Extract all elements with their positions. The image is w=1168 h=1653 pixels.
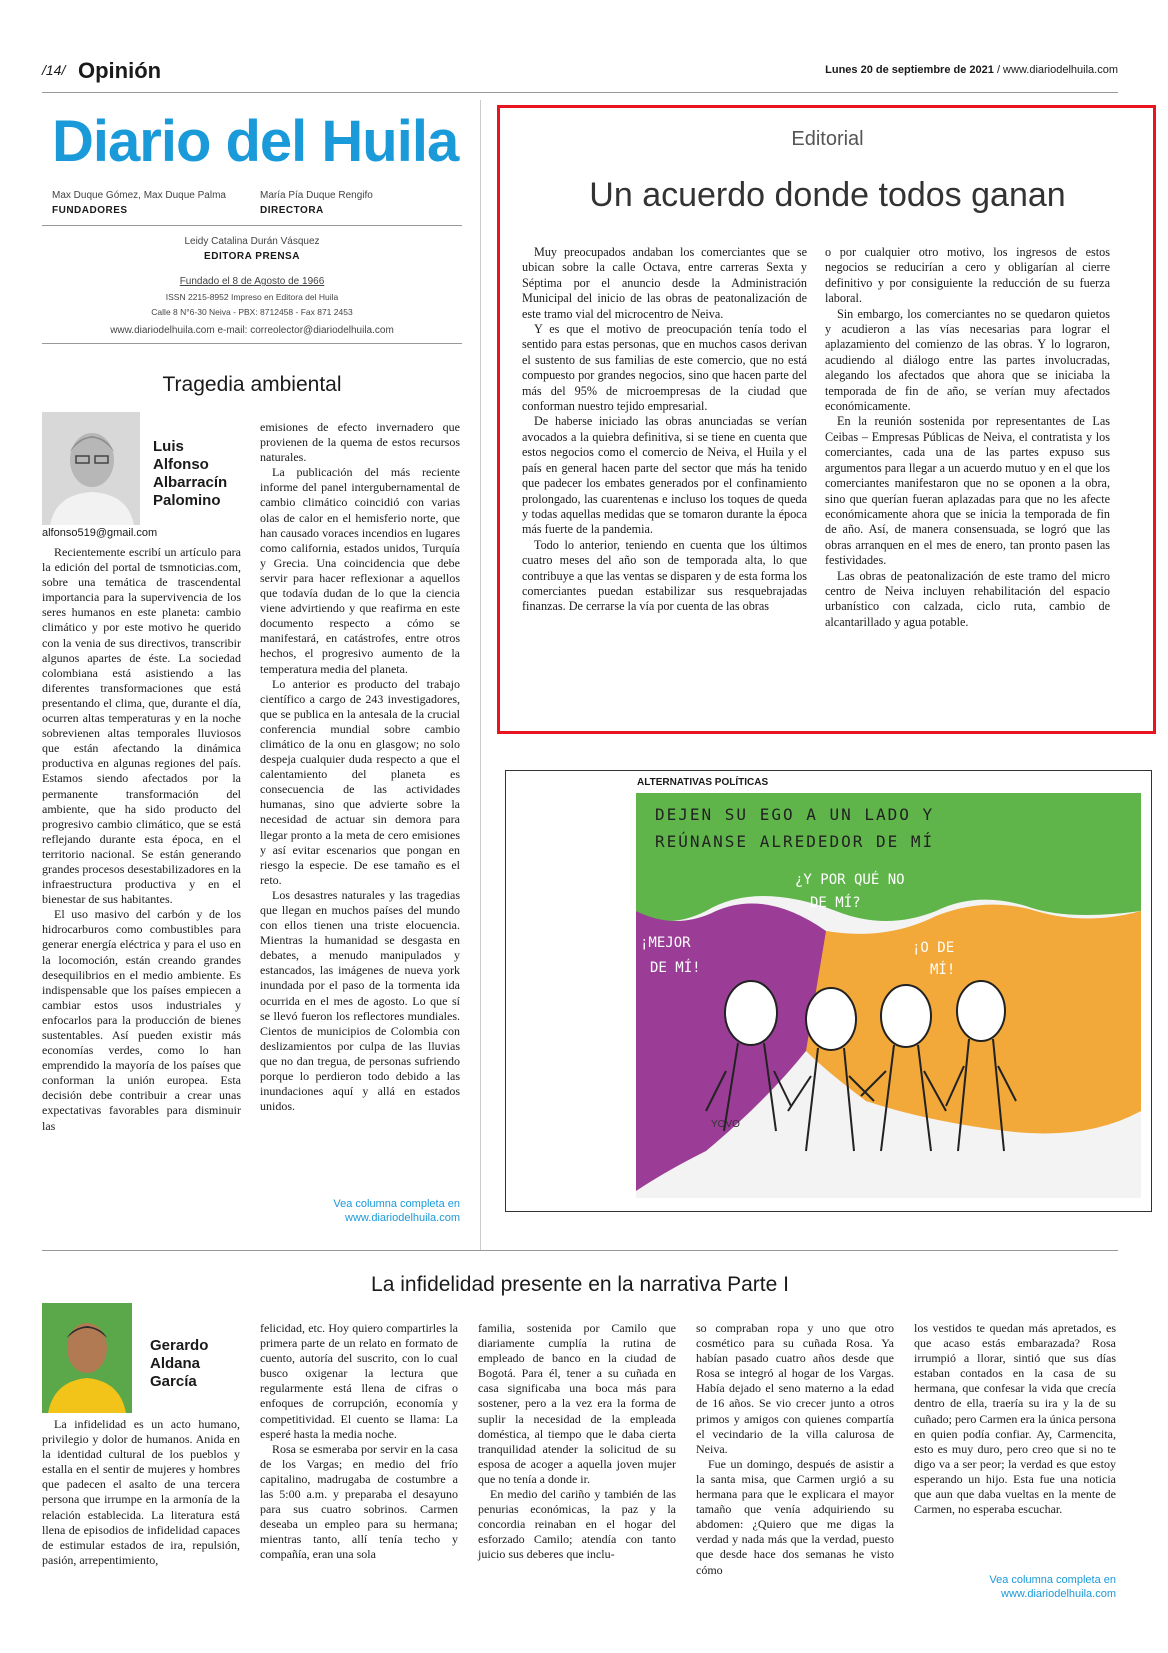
cartoon-bubble-6: DE MÍ!	[650, 960, 701, 976]
cartoon-label: ALTERNATIVAS POLÍTICAS	[637, 777, 769, 788]
column1-link[interactable]: Vea columna completa en www.diariodelhuila.com	[333, 1198, 460, 1224]
cartoon-bubble-4: DE MÍ?	[810, 895, 861, 911]
masthead-rule	[42, 225, 462, 226]
author-portrait-icon	[42, 412, 140, 525]
page-date	[825, 64, 1118, 76]
editorial-title: Un acuerdo donde todos ganan	[589, 176, 1066, 214]
cartoon-bubble-5: ¡MEJOR	[640, 935, 691, 951]
column1-paragraph: emisiones de efecto invernadero que provienen de la quema de estos recursos naturales.	[260, 420, 460, 465]
editorial-paragraph: Y es que el motivo de preocupación tenía todo el sentido para estas personas, que en muchos casos derivan el sustento de sus familias de este comercio, que no está compuesto por grandes negocios, sino que hacen parte del más del 95% de microempresas de la ciudad que conforman nuestro tejido empresarial.	[522, 322, 807, 414]
cartoon-bubble-8: MÍ!	[930, 962, 956, 978]
column2-text-d	[696, 1321, 894, 1578]
contact[interactable]: www.diariodelhuila.com e-mail: correolector@diariodelhuila.com	[110, 325, 394, 336]
editor-name: Leidy Catalina Durán Vásquez	[184, 236, 320, 247]
editor-label: EDITORA PRENSA	[204, 251, 300, 262]
editorial-paragraph: De haberse iniciado las obras anunciadas se verían avocados a la quiebra definitiva, si se tiene en cuenta que estos negocios como el comercio de Neiva, el Huila y el país en general hacen parte del sector que más ha tenido que padecer los embates generados por el confinamiento prolongado, las cuarentenas e incluso los toques de queda y todas aquellas medidas que se tomaron durante la época más fuerte de la pandemia.	[522, 414, 807, 537]
column2-paragraph: La infidelidad es un acto humano, privilegio y dolor de humanos. Anida en la identidad cultural de los pueblos y estalla en el sentir de mujeres y hombres que padecen el asalto de una tercera persona que irrumpe en la armonía de la relación establecida. La literatura está llena de episodios de infidelidad capaces de estimular estados de ira, repulsión, pasión, arrepentimiento,	[42, 1417, 240, 1567]
column2-author: Gerardo Aldana García	[150, 1337, 209, 1390]
editorial-paragraph: Muy preocupados andaban los comerciantes que se ubican sobre la calle Octava, entre carreras Sexta y Séptima por el anuncio desde la Administración Municipal del inicio de las obras de peatonalización de este tramo vial del microcentro de Neiva.	[522, 245, 807, 321]
founders-label: FUNDADORES	[52, 205, 128, 216]
director-label: DIRECTORA	[260, 205, 324, 216]
editorial-paragraph: o por cualquier otro motivo, los ingresos de estos negocios se reducirían a cero y obligarían al cierre definitivo y por consiguiente la reducción de su fuerza laboral.	[825, 245, 1110, 306]
column2-paragraph: so compraban ropa y uno que otro cosmético para su cuñada Rosa. Ya habían pasado cuatro años desde que Rosa se integró al hogar de los Vargas. Había dejado el seno materno a la edad de 16 años. Se vio crecer junto a otros primos y amigos con quienes compartía el vecindario de la villa calurosa de Neiva.	[696, 1321, 894, 1456]
column2-paragraph: Fue un domingo, después de asistir a la santa misa, que Carmen urgió a su hermana para que le explicara el mayor tamaño que venía adquiriendo su abdomen: ¿Quiero que me digas la verdad y nada más que la verdad, puesto que desde hace dos semanas he visto cómo	[696, 1456, 894, 1577]
column2-paragraph: En medio del cariño y también de las penurias económicas, la paz y la concordia reinaban en el hogar del esforzado Camilo; atendía con tanto juicio sus deberes que inclu-	[478, 1487, 676, 1562]
column2-link[interactable]: Vea columna completa en www.diariodelhuila.com	[989, 1574, 1116, 1600]
cartoon-bubble-7: ¡O DE	[912, 940, 955, 956]
cartoon-bubble-2: REÚNANSE ALREDEDOR DE MÍ	[655, 832, 935, 851]
editorial-label: Editorial	[791, 128, 864, 150]
column2-paragraph: familia, sostenida por Camilo que diariamente cumplía la rutina de empleado de banco en la ciudad de Bogotá. Para él, tener a su cuñada en casa significaba una boca más para sostener, pero a la vez era la forma de suplir la necesidad de la empleada doméstica, al tiempo que le daba cierta tranquilidad atender la solicitud de su esposa de acoger a aquella joven mujer que no tenía a donde ir.	[478, 1321, 676, 1486]
date-text: Lunes 20 de septiembre de 2021	[825, 64, 994, 76]
column2-text-c	[478, 1321, 676, 1563]
column2-title: La infidelidad presente en la narrativa Parte I	[371, 1273, 789, 1296]
editorial-text-b	[825, 245, 1110, 630]
director-name: María Pía Duque Rengifo	[260, 190, 373, 201]
cartoon-bubble-3: ¿Y POR QUÉ NO	[795, 872, 905, 888]
column2-paragraph: felicidad, etc. Hoy quiero compartirles la primera parte de un relato en formato de cuento, autoría del suscrito, con lo cual busco oxigenar la lectura que regularmente está llena de cifras o enfoques de corrupción, economía y competitividad. El cuento se llama: La esperé hasta la media noche.	[260, 1321, 458, 1441]
founders-names: Max Duque Gómez, Max Duque Palma	[52, 190, 226, 201]
column1-paragraph: Recientemente escribí un artículo para la edición del portal de tsmnoticias.com, sobre una temática de trascendental importancia para la supervivencia de los seres humanos en este planeta: cambio climático y por este motivo he querido con la venia de sus directivos, transcribir algunos apartes de éste. La sociedad colombiana está asistiendo a las diferentes transformaciones que está presentando el clima, que, durante el día, ocurren altas temperaturas y en la noche sobrevienen altas temporales lluviosos que están afectando la dinámica productiva en algunas regiones del país. Estamos siendo afectados por la permanente transformación del ambiente, que ha sido producto del progresivo cambio climático, que se está reflejando durante esta época, en el territorio nacional. Se están generando grandes procesos desestabilizadores en la infraestructura productiva y en el bienestar de sus habitantes.	[42, 545, 241, 907]
column1-author: Luis Alfonso Albarracín Palomino	[153, 438, 228, 509]
editorial-paragraph: Todo lo anterior, teniendo en cuenta que los últimos cuatro meses del año son de temporada alta, lo que contribuye a que las ventas se disparen y de esta forma los comerciantes puedan estabilizar sus resquebrajadas finanzas. De cerrarse la vía por cuenta de las obras	[522, 537, 807, 614]
header-rule	[42, 92, 1118, 93]
issn: ISSN 2215-8952 Impreso en Editora del Huila	[165, 292, 339, 302]
column-divider	[480, 100, 481, 1250]
editorial-paragraph: Las obras de peatonalización de este tramo del micro centro de Neiva incluyen rehabilitación del espacio urbanístico con calzada, ciclo ruta, cambio de alcantarillado y agua potable.	[825, 568, 1110, 629]
author-photo	[42, 412, 140, 525]
editorial-paragraph: En la reunión sostenida por representantes de Las Ceibas – Empresas Públicas de Neiva, el contratista y los comerciantes, cada una de las partes expuso sus argumentos para llegar a un acuerdo mutuo y en el que los comerciantes manifestaron que no se oponen a la obra, sino que querían fueran aplazadas para que no les afecte económicamente ahora que se inicia la temporada de fin de año. Así, de manera consensuada, se logró que las obras arranquen en el mes de enero, tan pronto pasen las festividades.	[825, 414, 1110, 568]
column2-paragraph: los vestidos te quedan más apretados, es que acaso estás embarazada? Rosa irrumpió a llorar, sintió que sus días estaban contados en la casa de su hermana, que confesar la vida que crecía dentro de ella, traería su ira y la de su cuñado; pero Carmen era la única persona en quien podía confiar. Ay, Carmencita, esto es muy duro, pero creo que si no te digo va a ser peor; la verdad es que estoy esperando un hijo. Esta fue una noticia que aun que daba vueltas en la mente de Carmen, no esperaba escuchar.	[914, 1321, 1116, 1517]
page-number: /14/	[42, 62, 66, 78]
editorial-paragraph: Sin embargo, los comerciantes no se quedaron quietos y acudieron a las vías necesarias para lograr el aplazamiento del comienzo de las obras. Y lo lograron, acudiendo al diálogo entre las partes involucradas, alegando los afectados que ahora que se iniciaba la temporada de fin de año, se verían muy afectados económicamente.	[825, 306, 1110, 414]
section-title: Opinión	[78, 58, 162, 83]
column2-paragraph: Rosa se esmeraba por servir en la casa de los Vargas; en medio del frío capitalino, madrugaba de costumbre a las 5:00 a.m. y preparaba el desayuno para sus cuatro sobrinos. Carmen deseaba un empleo para su hermana; mientras tanto, allí tenía techo y compañía, eran una sola	[260, 1441, 458, 1562]
column2-text-a	[42, 1417, 240, 1568]
masthead-logo: Diario del Huila	[52, 109, 459, 174]
masthead-bottom-rule	[42, 343, 462, 344]
column1-paragraph: Los desastres naturales y las tragedias que llegan en muchos países del mundo con ellos tienen una triste elocuencia. Mientras la humanidad se desgasta en debates, a menudo manipulados y estancados, las imágenes de nueva york inundada por el paso de la tormenta ida ocurrida en el mes de agosto. Lo que sí se llevó fueron los reflectores mundiales. Cientos de municipios de Colombia con deslizamientos por culpa de las lluvias que no dan tregua, de personas sufriendo porque lo perdieron todo debido a las inundaciones aquí y allá en estados unidos.	[260, 887, 460, 1114]
column1-paragraph: El uso masivo del carbón y de los hidrocarburos como combustibles para generar energía eléctrica y para el uso en la locomoción, están creando grandes desequilibrios en el medio ambiente. Es indispensable que los países empiecen a cambiar estos usos industriales y enfocarlos para la producción de bienes sustentables. Así pueden existir más economías verdes, como lo han emprendido la mayoría de los países que conforman la unión europea. Esta decisión debe contribuir a crear unas expectativas favorables para disminuir las	[42, 907, 241, 1133]
column1-paragraph: La publicación del más reciente informe del panel intergubernamental de cambio climático coincidió con varias olas de calor en el hemisferio norte, que han causado voraces incendios en lugares como california, estados unidos, Turquía y Grecia. Una coincidencia que debe servir para hacer reflexionar a aquellos que todavía dudan de lo que la ciencia viene advirtiendo y que reafirma en este documento respecto a cómo se manifestará, en catástrofes, entre otros hechos, el progresivo aumento de la temperatura media del planeta.	[260, 465, 460, 676]
column2-text-b	[260, 1321, 458, 1563]
cartoon-bubble-1: DEJEN SU EGO A UN LADO Y	[655, 805, 935, 824]
author2-portrait-icon	[42, 1303, 132, 1413]
bottom-rule	[42, 1250, 1118, 1251]
address: Calle 8 N°6-30 Neiva - PBX: 8712458 - Fax 871 2453	[151, 307, 353, 317]
column2-text-e	[914, 1321, 1116, 1517]
column1-text-b	[260, 420, 460, 1114]
column1-text-a	[42, 545, 241, 1134]
author2-photo	[42, 1303, 132, 1413]
column1-paragraph: Lo anterior es producto del trabajo científico a cargo de 243 investigadores, que se publica en la antesala de la crucial conferencia mundial sobre cambio climático de la onu en glasgow; no solo despeja cualquier duda respecto a que el calentamiento del planeta es consecuencia de las actividades humanas, sino que advierte sobre la necesidad de actuar sin demora para llegar pronto a la meta de cero emisiones y así evitar escenarios que pongan en riesgo la especie. De ese tamaño es el reto.	[260, 676, 460, 887]
founded-date: Fundado el 8 de Agosto de 1966	[179, 276, 325, 287]
author-email[interactable]: alfonso519@gmail.com	[42, 527, 158, 539]
cartoon-signature: YOVO	[711, 1119, 740, 1130]
editorial-text-a	[522, 245, 807, 615]
site-url[interactable]: / www.diariodelhuila.com	[996, 64, 1118, 76]
column1-title: Tragedia ambiental	[162, 373, 342, 396]
